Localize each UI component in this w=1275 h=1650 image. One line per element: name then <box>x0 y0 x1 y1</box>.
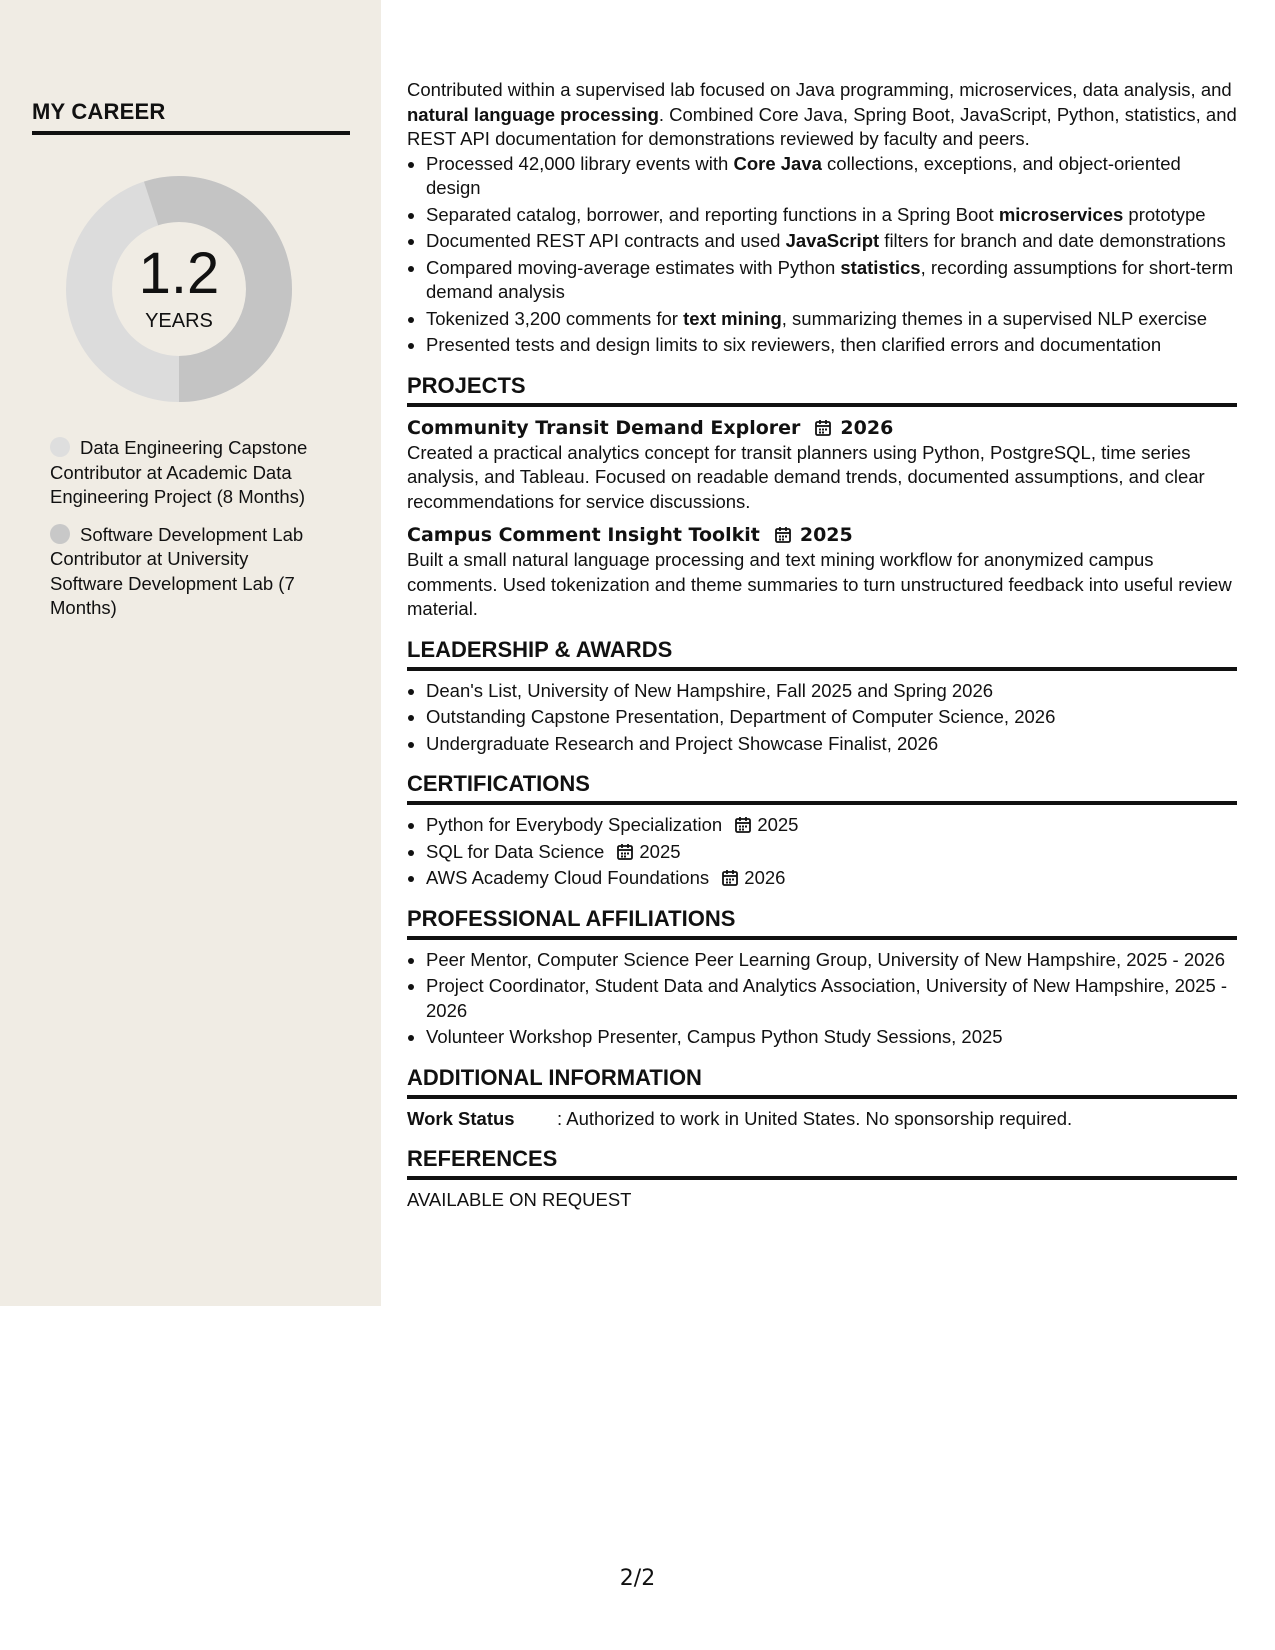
bullet-text: Separated catalog, borrower, and reporting functions in a Spring Boot <box>426 203 999 225</box>
list-item <box>426 866 1237 891</box>
work-status-label: Work Status <box>407 1107 515 1129</box>
list-item: • Outstanding Capstone Presentation, Department of Computer Science, 2026 <box>426 705 1237 730</box>
career-section-title: MY CAREER <box>32 99 350 135</box>
leadership-list <box>407 679 1237 757</box>
bullet-text: Documented REST API contracts and used <box>426 230 786 251</box>
bullet-keyword: Core Java <box>733 152 822 174</box>
calendar-icon <box>734 816 752 834</box>
bullet-text: collections, exceptions, and object-oriented design <box>426 152 1181 198</box>
list-item: • Project Coordinator, Student Data and Analytics Association, University of New Hampshire, 2025 - 2026 <box>426 974 1237 1023</box>
project-description: Built a small natural language processing and text mining workflow for anonymized campus comments. Used tokenization and theme summaries to turn unstructured feedback into useful review material. <box>407 549 1232 619</box>
career-item <box>50 523 320 621</box>
project-heading <box>407 522 1237 548</box>
additional-info-section-title: ADDITIONAL INFORMATION <box>407 1064 1237 1099</box>
calendar-icon <box>721 869 739 887</box>
leadership-section-title: LEADERSHIP & AWARDS <box>407 636 1237 671</box>
list-item <box>426 256 1237 305</box>
list-item <box>426 307 1237 332</box>
work-status-value: : Authorized to work in United States. No sponsorship required. <box>557 1107 1073 1129</box>
list-item <box>426 813 1237 838</box>
bullet-keyword: JavaScript <box>785 230 880 251</box>
list-item: • Peer Mentor, Computer Science Peer Learning Group, University of New Hampshire, 2025 - 2026 <box>426 948 1237 973</box>
bullet-keyword: statistics <box>840 256 921 278</box>
career-dot-icon <box>50 437 70 457</box>
certifications-section-title: CERTIFICATIONS <box>407 770 1237 805</box>
career-dot-icon <box>50 524 70 544</box>
project-year: 2025 <box>799 524 853 546</box>
career-list <box>50 436 320 634</box>
list-item: • Undergraduate Research and Project Showcase Finalist, 2026 <box>426 732 1237 757</box>
cert-year: 2025 <box>757 814 799 835</box>
bullet-text: prototype <box>1123 203 1206 225</box>
affiliations-list <box>407 948 1237 1050</box>
project-name: Campus Comment Insight Toolkit <box>407 524 760 546</box>
calendar-icon <box>814 419 832 437</box>
sidebar <box>0 0 381 1306</box>
project-year: 2026 <box>840 416 894 439</box>
cert-name: Python for Everybody Specialization <box>426 814 723 835</box>
list-item <box>426 333 1237 358</box>
references-section-title: REFERENCES <box>407 1145 1237 1180</box>
list-item <box>426 229 1237 254</box>
career-item-text: Data Engineering Capstone Contributor at Academic Data Engineering Project (8 Months) <box>50 437 308 507</box>
certifications-list <box>407 813 1237 891</box>
list-item: • Dean's List, University of New Hampshire, Fall 2025 and Spring 2026 <box>426 679 1237 704</box>
intro-text: . Combined Core Java, Spring Boot, JavaScript, Python, statistics, and REST API documentation for demonstrations reviewed by faculty and peers. <box>407 103 1237 149</box>
bullet-text: Processed 42,000 library events with <box>426 152 734 174</box>
intro-keyword: natural language processing <box>407 103 659 125</box>
cert-name: SQL for Data Science <box>426 840 605 862</box>
list-item <box>426 203 1237 228</box>
experience-bullets <box>407 152 1237 358</box>
projects-section-title: PROJECTS <box>407 372 1237 407</box>
experience-value: 1.2 <box>138 241 220 306</box>
page-number: 2/2 <box>619 1566 656 1591</box>
experience-intro <box>407 78 1237 152</box>
cert-year: 2025 <box>639 840 681 862</box>
project-heading <box>407 415 1237 441</box>
list-item: • Volunteer Workshop Presenter, Campus Python Study Sessions, 2025 <box>426 1025 1237 1050</box>
intro-text: Contributed within a supervised lab focused on Java programming, microservices, data analysis, and <box>407 79 1232 100</box>
calendar-icon <box>616 843 634 861</box>
bullet-keyword: microservices <box>998 203 1124 225</box>
list-item <box>426 152 1237 201</box>
bullet-keyword: text mining <box>683 307 782 329</box>
experience-unit: YEARS <box>145 310 213 332</box>
main-content <box>407 78 1237 1213</box>
bullet-text: , recording assumptions for short-term demand analysis <box>426 256 1234 302</box>
cert-year: 2026 <box>744 867 786 888</box>
career-item-text: Software Development Lab Contributor at University Software Development Lab (7 Months) <box>50 523 304 618</box>
bullet-text: filters for branch and date demonstrations <box>879 230 1226 251</box>
list-item <box>426 840 1237 865</box>
cert-name: AWS Academy Cloud Foundations <box>426 867 710 888</box>
work-status-row <box>407 1107 1237 1132</box>
career-item <box>50 436 320 510</box>
project-description: Created a practical analytics concept for transit planners using Python, PostgreSQL, time series analysis, and Tableau. Focused on readable demand trends, documented assumptions, and clear recommendations for service discussions. <box>407 441 1205 512</box>
bullet-text: Compared moving-average estimates with Python <box>426 256 841 278</box>
project-name: Community Transit Demand Explorer <box>407 416 801 439</box>
bullet-text: Presented tests and design limits to six reviewers, then clarified errors and documentation <box>426 334 1162 355</box>
calendar-icon <box>774 526 792 544</box>
affiliations-section-title: PROFESSIONAL AFFILIATIONS <box>407 905 1237 940</box>
bullet-text: Tokenized 3,200 comments for <box>426 307 684 329</box>
bullet-text: , summarizing themes in a supervised NLP exercise <box>781 307 1208 329</box>
references-text: AVAILABLE ON REQUEST <box>407 1189 632 1210</box>
